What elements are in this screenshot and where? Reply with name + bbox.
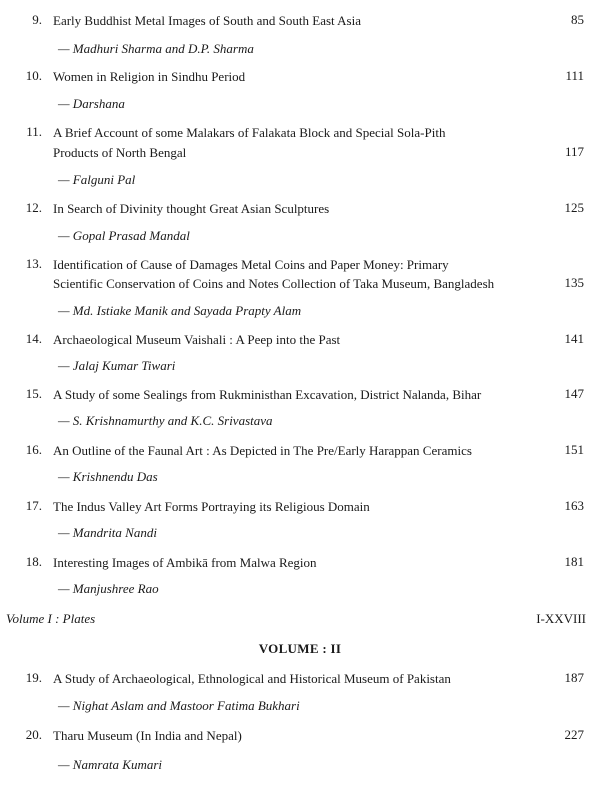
entry-number: 16. xyxy=(25,442,42,457)
volume-heading: VOLUME : II xyxy=(258,641,342,656)
plates-label: Volume I : Plates xyxy=(6,611,96,626)
entry-number: 9. xyxy=(32,12,42,27)
entry-page-number: 227 xyxy=(564,727,584,742)
entry-page-number: 187 xyxy=(564,670,584,685)
entry-author: — Jalaj Kumar Tiwari xyxy=(58,358,176,373)
entry-number: 14. xyxy=(25,331,42,346)
toc-entry xyxy=(0,442,600,482)
entry-page-number: 151 xyxy=(564,442,584,457)
toc-entry xyxy=(0,727,600,772)
toc-entry xyxy=(0,200,600,243)
toc-entry xyxy=(0,386,600,426)
toc-entry xyxy=(0,498,600,538)
entry-title: A Study of Archaeological, Ethnological and Historical Museum of Pakistan xyxy=(53,671,451,686)
entry-number: 17. xyxy=(25,498,42,513)
toc-entry xyxy=(0,554,600,594)
entry-title: The Indus Valley Art Forms Portraying its Religious Domain xyxy=(53,499,370,514)
toc-entry xyxy=(0,68,600,111)
toc-entry xyxy=(0,124,600,186)
entry-title: Interesting Images of Ambikā from Malwa Region xyxy=(53,555,317,570)
entry-author: — Madhuri Sharma and D.P. Sharma xyxy=(58,41,254,56)
entry-author: — Manjushree Rao xyxy=(58,581,159,596)
entry-title: In Search of Divinity thought Great Asian Sculptures xyxy=(53,201,330,216)
entry-number: 10. xyxy=(25,68,42,83)
entry-author: — Md. Istiake Manik and Sayada Prapty Alam xyxy=(58,303,302,318)
entry-number: 12. xyxy=(25,200,42,215)
entry-author: — Falguni Pal xyxy=(58,172,136,187)
entry-title-line: A Brief Account of some Malakars of Falakata Block and Special Sola-Pith xyxy=(53,125,446,140)
entry-title: Women in Religion in Sindhu Period xyxy=(53,69,246,84)
entry-title: A Study of some Sealings from Rukministhan Excavation, District Nalanda, Bihar xyxy=(53,387,482,402)
entry-number: 15. xyxy=(25,386,42,401)
entry-author: — Darshana xyxy=(58,96,125,111)
entry-author: — Nighat Aslam and Mastoor Fatima Bukhari xyxy=(58,698,300,713)
entry-page-number: 125 xyxy=(564,200,584,215)
entry-title-line: Identification of Cause of Damages Metal Coins and Paper Money: Primary xyxy=(53,257,449,272)
entry-page-number: 85 xyxy=(571,12,584,27)
entry-author: — S. Krishnamurthy and K.C. Srivastava xyxy=(58,413,273,428)
entry-page-number: 111 xyxy=(565,68,584,83)
entry-title: Tharu Museum (In India and Nepal) xyxy=(53,728,242,743)
entry-page-number: 141 xyxy=(564,331,584,346)
entry-title: Archaeological Museum Vaishali : A Peep into the Past xyxy=(53,332,341,347)
entry-title-line: Products of North Bengal xyxy=(53,145,187,160)
entry-page-number: 147 xyxy=(564,386,584,401)
toc-entry xyxy=(0,670,600,713)
entry-number: 13. xyxy=(25,256,42,271)
entry-page-number: 135 xyxy=(564,275,584,290)
entry-title: Early Buddhist Metal Images of South and South East Asia xyxy=(53,13,361,28)
entry-author: — Gopal Prasad Mandal xyxy=(58,228,190,243)
entry-number: 20. xyxy=(25,727,42,742)
entry-number: 19. xyxy=(25,670,42,685)
plates-range: I-XXVIII xyxy=(536,611,586,626)
entry-number: 11. xyxy=(26,124,42,139)
entry-author: — Mandrita Nandi xyxy=(58,525,157,540)
entry-author: — Krishnendu Das xyxy=(58,469,158,484)
entry-title-line: Scientific Conservation of Coins and Notes Collection of Taka Museum, Bangladesh xyxy=(53,276,495,291)
toc-entry xyxy=(0,256,600,318)
entry-page-number: 181 xyxy=(564,554,584,569)
entry-page-number: 163 xyxy=(564,498,584,513)
entry-title: An Outline of the Faunal Art : As Depicted in The Pre/Early Harappan Ceramics xyxy=(53,443,472,458)
entry-page-number: 117 xyxy=(564,144,584,159)
toc-entry xyxy=(0,331,600,371)
toc-entry xyxy=(0,12,600,56)
entry-number: 18. xyxy=(25,554,42,569)
entry-author: — Namrata Kumari xyxy=(58,757,163,772)
